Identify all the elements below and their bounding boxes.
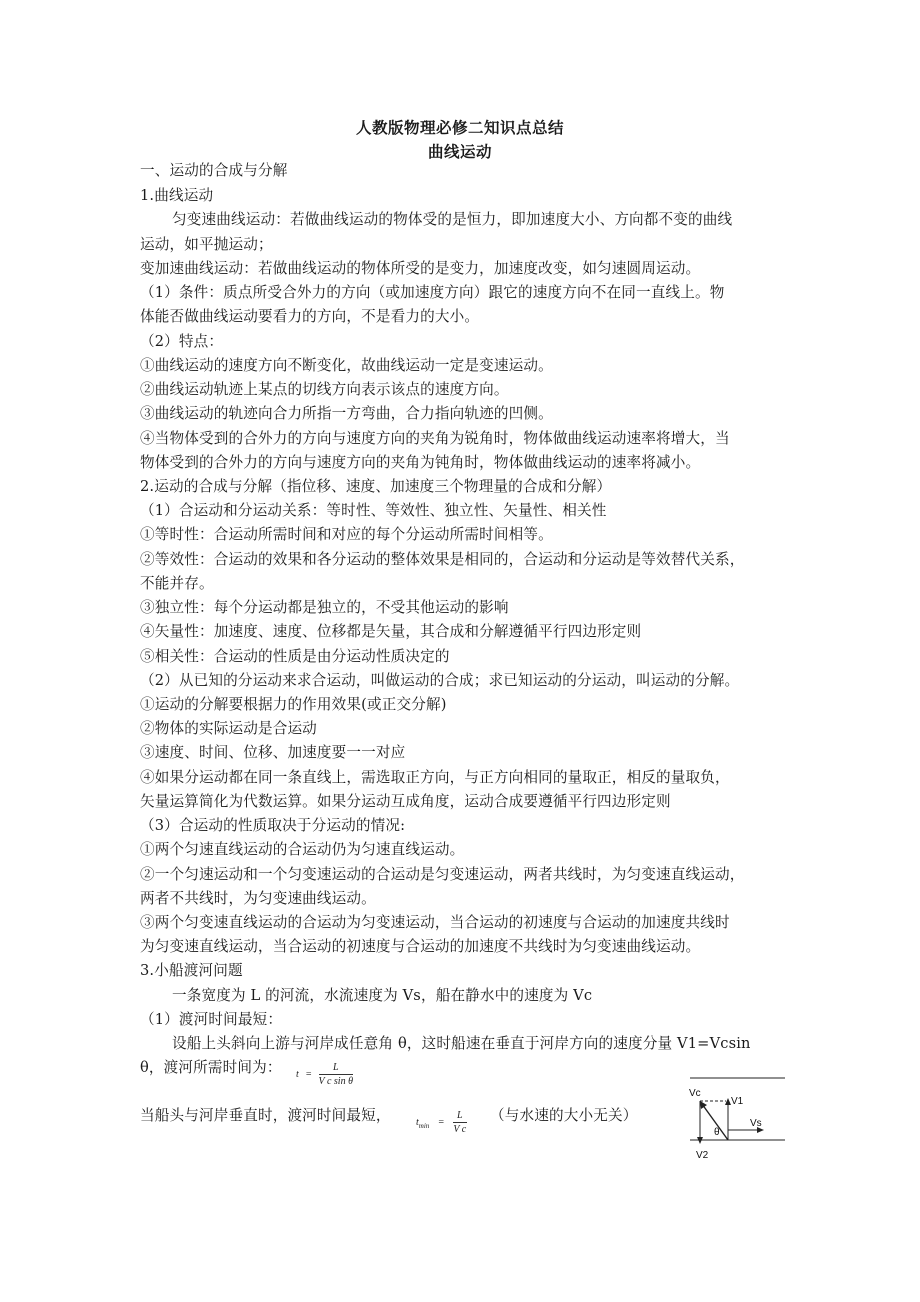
formula-denominator: V c sin θ xyxy=(318,1076,353,1087)
formula-numerator: L xyxy=(453,1110,467,1123)
list-item: ④如果分运动都在同一条直线上，需选取正方向，与正方向相同的量取正，相反的量取负， xyxy=(140,769,730,786)
document-subtitle: 曲线运动 xyxy=(427,143,492,161)
subsection-heading: 3.小船渡河问题 xyxy=(140,962,243,979)
list-item: ⑤相关性：合运动的性质是由分运动性质决定的 xyxy=(140,648,450,665)
formula-crossing-time xyxy=(296,1062,353,1087)
formula-equals: = xyxy=(437,1116,445,1128)
list-item: ①两个匀速直线运动的合运动仍为匀速直线运动。 xyxy=(140,841,465,858)
formula-fraction xyxy=(453,1110,467,1135)
list-item: ①运动的分解要根据力的作用效果(或正交分解) xyxy=(140,696,447,713)
list-item: ①曲线运动的速度方向不断变化，故曲线运动一定是变速运动。 xyxy=(140,357,553,374)
paragraph-line: （2）从已知的分运动来求合运动，叫做运动的合成；求已知运动的分运动，叫运动的分解。 xyxy=(140,672,740,689)
formula-fraction xyxy=(319,1062,353,1087)
list-item: 物体受到的合外力的方向与速度方向的夹角为钝角时，物体做曲线运动的速率将减小。 xyxy=(140,454,701,471)
list-item: ③独立性：每个分运动都是独立的，不受其他运动的影响 xyxy=(140,599,509,616)
paragraph-line: 运动，如平抛运动； xyxy=(140,236,273,253)
paragraph-line: 匀变速曲线运动：若做曲线运动的物体受的是恒力，即加速度大小、方向都不变的曲线 xyxy=(172,211,733,228)
formula-equals: = xyxy=(305,1068,313,1080)
label-v1: V1 xyxy=(731,1096,744,1107)
label-vs: Vs xyxy=(750,1118,762,1129)
paragraph-line: 变加速曲线运动：若做曲线运动的物体所受的是变力，加速度改变，如匀速圆周运动。 xyxy=(140,260,701,277)
subsection-heading: 2.运动的合成与分解（指位移、速度、加速度三个物理量的合成和分解） xyxy=(140,478,612,495)
list-item: ④当物体受到的合外力的方向与速度方向的夹角为锐角时，物体做曲线运动速率将增大，当 xyxy=(140,430,730,447)
paragraph-line: （1）条件：质点所受合外力的方向（或加速度方向）跟它的速度方向不在同一直线上。物 xyxy=(140,284,725,301)
paragraph-line: （与水速的大小无关） xyxy=(490,1107,638,1124)
formula-denominator: V c xyxy=(453,1124,467,1135)
paragraph-line: 体能否做曲线运动要看力的方向，不是看力的大小。 xyxy=(140,308,480,325)
vector-vc-arrowhead xyxy=(700,1101,707,1109)
list-item: 两者不共线时，为匀变速曲线运动。 xyxy=(140,890,376,907)
river-crossing-diagram xyxy=(680,1070,790,1165)
label-vc: Vc xyxy=(689,1088,701,1099)
paragraph-line: （2）特点： xyxy=(140,333,224,350)
formula-numerator: L xyxy=(319,1062,353,1075)
paragraph-line: 设船上头斜向上游与河岸成任意角 θ，这时船速在垂直于河岸方向的速度分量 V1=Vcsin xyxy=(172,1035,751,1052)
paragraph-line: （3）合运动的性质取决于分运动的情况: xyxy=(140,817,406,834)
list-item: ①等时性：合运动所需时间和对应的每个分运动所需时间相等。 xyxy=(140,526,553,543)
formula-min-time xyxy=(416,1110,467,1135)
list-item: 不能并存。 xyxy=(140,575,214,592)
formula-subscript: min xyxy=(418,1121,430,1130)
formula-t: t xyxy=(296,1068,299,1080)
label-v2: V2 xyxy=(696,1150,709,1161)
formula-t: t xyxy=(416,1116,419,1128)
list-item: ④矢量性：加速度、速度、位移都是矢量，其合成和分解遵循平行四边形定则 xyxy=(140,623,642,640)
paragraph-line: （1）合运动和分运动关系：等时性、等效性、独立性、矢量性、相关性 xyxy=(140,502,607,519)
section-heading: 一、运动的合成与分解 xyxy=(140,162,288,179)
label-theta: θ xyxy=(714,1127,720,1138)
list-item: ③曲线运动的轨迹向合力所指一方弯曲，合力指向轨迹的凹侧。 xyxy=(140,405,553,422)
paragraph-line: θ，渡河所需时间为： xyxy=(140,1059,282,1076)
paragraph-line: 当船头与河岸垂直时，渡河时间最短， xyxy=(140,1107,391,1124)
document-title: 人教版物理必修二知识点总结 xyxy=(355,119,564,137)
list-item: 矢量运算简化为代数运算。如果分运动互成角度，运动合成要遵循平行四边形定则 xyxy=(140,793,671,810)
paragraph-line: 一条宽度为 L 的河流，水流速度为 Vs，船在静水中的速度为 Vc xyxy=(172,987,593,1004)
list-item: ③两个匀变速直线运动的合运动为匀变速运动，当合运动的初速度与合运动的加速度共线时 xyxy=(140,914,730,931)
list-item: 为匀变速直线运动，当合运动的初速度与合运动的加速度不共线时为匀变速曲线运动。 xyxy=(140,938,701,955)
list-item: ②物体的实际运动是合运动 xyxy=(140,720,317,737)
list-item: ②一个匀速运动和一个匀变速运动的合运动是匀变速运动，两者共线时，为匀变速直线运动， xyxy=(140,866,745,883)
subsection-heading: 1.曲线运动 xyxy=(140,187,214,204)
list-item: ③速度、时间、位移、加速度要一一对应 xyxy=(140,744,406,761)
paragraph-line: （1）渡河时间最短： xyxy=(140,1011,283,1028)
list-item: ②等效性：合运动的效果和各分运动的整体效果是相同的，合运动和分运动是等效替代关系， xyxy=(140,551,745,568)
list-item: ②曲线运动轨迹上某点的切线方向表示该点的速度方向。 xyxy=(140,381,509,398)
